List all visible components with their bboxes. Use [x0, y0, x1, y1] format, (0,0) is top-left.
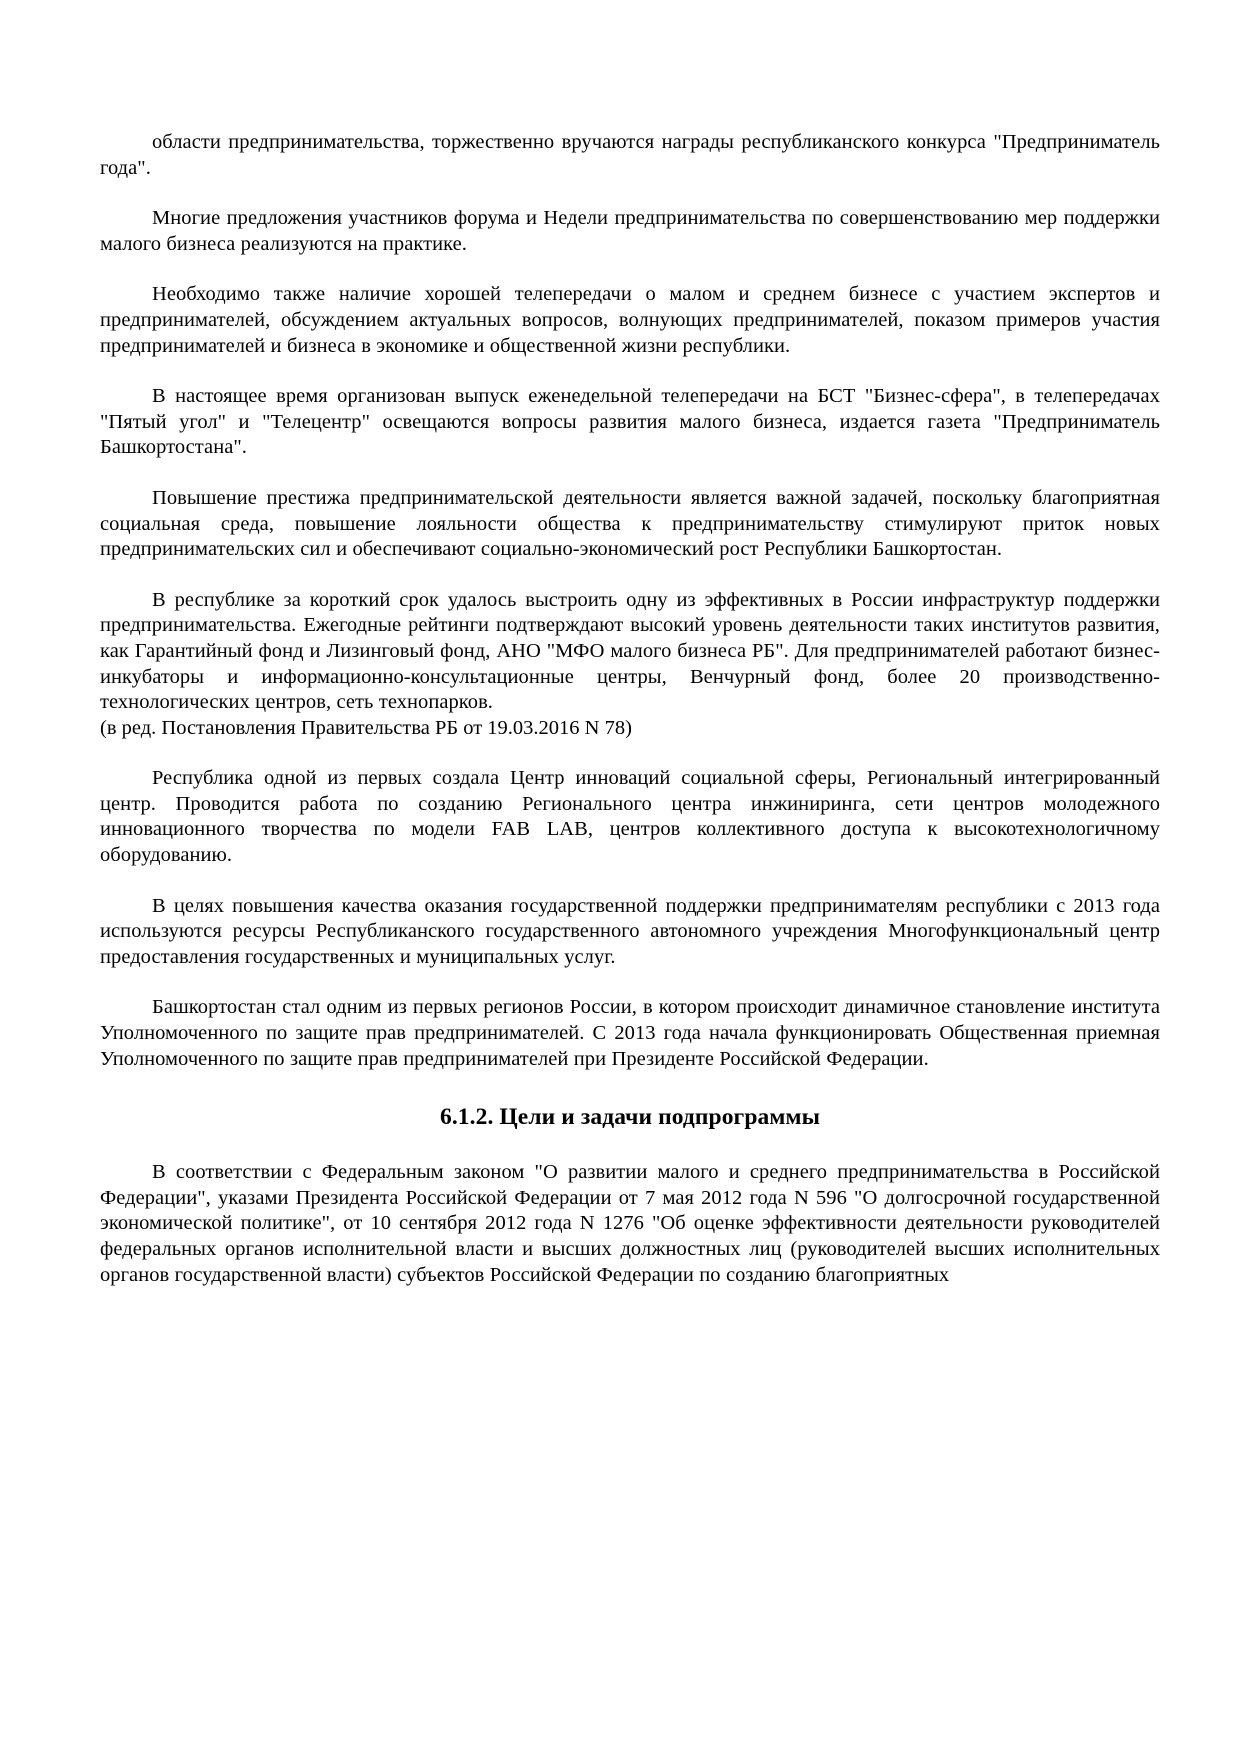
paragraph-ombudsman: Башкортостан стал одним из первых регионов России, в котором происходит динамичное становление института Уполномоченного по защите прав предпринимателей. С 2013 года начала функционировать Общественная приемная Уполномоченного по защите прав предпринимателей при Президенте Российской Федерации. [100, 996, 1160, 1070]
paragraph-support-infrastructure: В республике за короткий срок удалось выстроить одну из эффективных в России инфраструктур поддержки предпринимательства. Ежегодные рейтинги подтверждают высокий уровень деятельности таких институтов развития, как Гарантийный фонд и Лизинговый фонд, АНО "МФО малого бизнеса РБ". Для предпринимателей работают бизнес-инкубаторы и информационно-консультационные центры, Венчурный фонд, более 20 производственно-технологических центров, сеть технопарков. [100, 588, 1160, 714]
paragraph-forum-proposals: Многие предложения участников форума и Недели предпринимательства по совершенствованию мер поддержки малого бизнеса реализуются на практике. [100, 207, 1160, 255]
page-title: 6.1.2. Цели и задачи подпрограммы [439, 1104, 821, 1131]
amendment-note: (в ред. Постановления Правительства РБ от 19.03.2016 N 78) [100, 716, 632, 739]
paragraph-federal-law-reference: В соответствии с Федеральным законом "О развитии малого и среднего предпринимательства в Российской Федерации", указами Президента Российской Федерации от 7 мая 2012 года N 596 "О долгосрочной государственной экономической политике", от 10 сентября 2012 года N 1276 "Об оценке эффективности деятельности руководителей федеральных органов исполнительной власти и высших должностных лиц (руководителей высших исполнительных органов государственной власти) субъектов Российской Федерации по созданию благоприятных [100, 1161, 1160, 1286]
paragraph-multifunctional-center: В целях повышения качества оказания государственной поддержки предпринимателям республики с 2013 года используются ресурсы Республиканского государственного автономного учреждения Многофункциональный центр предоставления государственных и муниципальных услуг. [100, 894, 1160, 968]
paragraph-current-tv-programs: В настоящее время организован выпуск еженедельной телепередачи на БСТ "Бизнес-сфера", в телепередачах "Пятый угол" и "Телецентр" освещаются вопросы развития малого бизнеса, издается газета "Предприниматель Башкортостана". [100, 385, 1160, 459]
paragraph-intro-continuation: области предпринимательства, торжественно вручаются награды республиканского конкурса "Предприниматель года". [100, 131, 1160, 179]
page-content [100, 130, 1160, 1288]
paragraph-innovation-centers: Республика одной из первых создала Центр инноваций социальной сферы, Региональный интегрированный центр. Проводится работа по созданию Регионального центра инжиниринга, сети центров молодежного инновационного творчества по модели FAB LAB, центров коллективного доступа к высокотехнологичному оборудованию. [100, 767, 1160, 867]
paragraph-prestige-importance: Повышение престижа предпринимательской деятельности является важной задачей, поскольку благоприятная социальная среда, повышение лояльности общества к предпринимательству стимулируют приток новых предпринимательских сил и обеспечивают социально-экономический рост Республики Башкортостан. [100, 486, 1160, 561]
paragraph-tv-program-need: Необходимо также наличие хорошей телепередачи о малом и среднем бизнесе с участием экспертов и предпринимателей, обсуждением актуальных вопросов, волнующих предпринимателей, показом примеров участия предпринимателей и бизнеса в экономике и общественной жизни республики. [100, 283, 1160, 357]
